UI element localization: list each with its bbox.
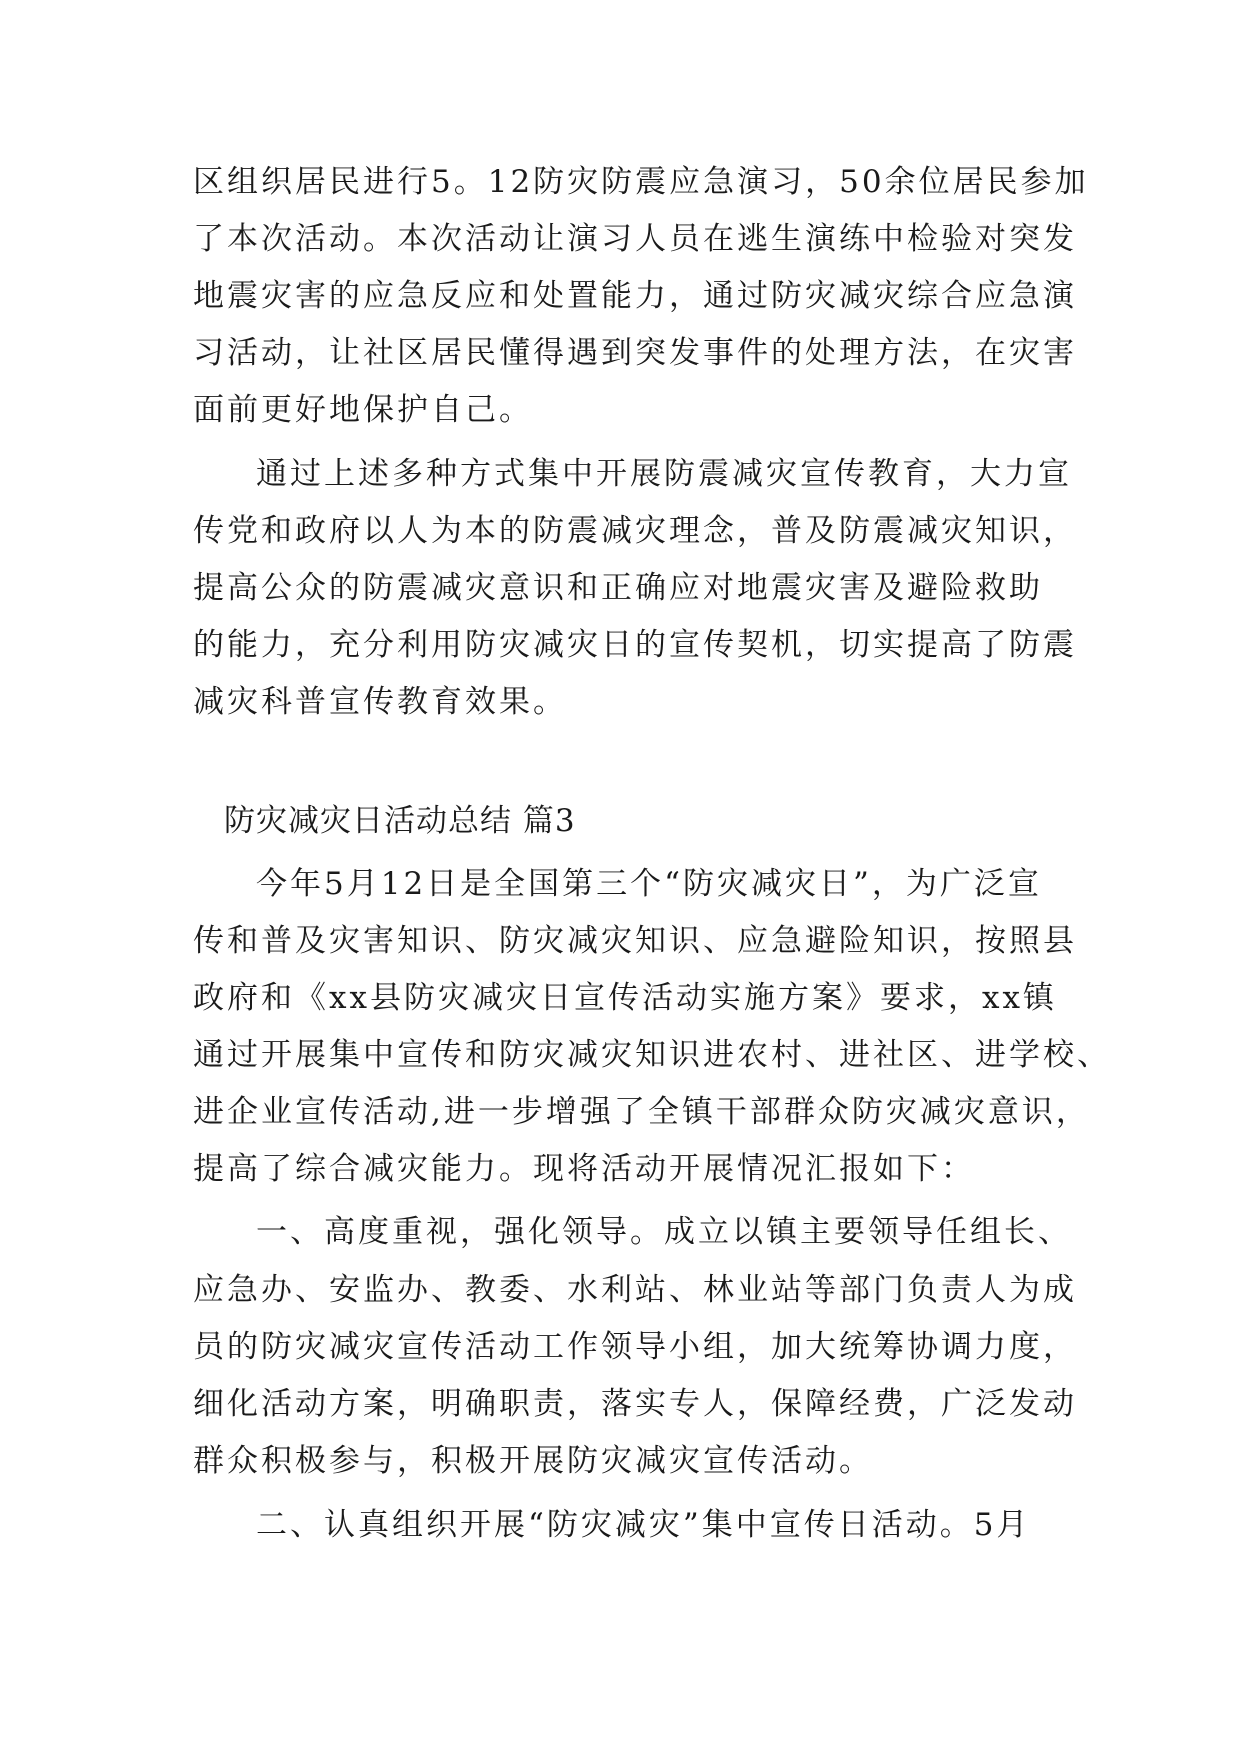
paragraph-line: 通过开展集中宣传和防灾减灾知识进农村、进社区、进学校、 [193,1037,1111,1073]
paragraph-line: 的能力，充分利用防灾减灾日的宣传契机，切实提高了防震 [193,627,1077,663]
paragraph-line: 今年5月12日是全国第三个“防灾减灾日”，为广泛宣 [256,866,1042,902]
paragraph-line: 传党和政府以人为本的防震减灾理念，普及防震减灾知识， [193,513,1077,549]
paragraph-line: 传和普及灾害知识、防灾减灾知识、应急避险知识，按照县 [193,923,1077,959]
paragraph-line: 群众积极参与，积极开展防灾减灾宣传活动。 [193,1443,873,1479]
paragraph-line: 提高公众的防震减灾意识和正确应对地震灾害及避险救助 [193,570,1043,606]
paragraph-line: 通过上述多种方式集中开展防震减灾宣传教育，大力宣 [256,456,1072,492]
paragraph-line: 提高了综合减灾能力。现将活动开展情况汇报如下： [193,1151,975,1187]
paragraph-line: 员的防灾减灾宣传活动工作领导小组，加大统筹协调力度， [193,1329,1077,1365]
paragraph-line: 面前更好地保护自己。 [193,392,533,428]
paragraph-line: 细化活动方案，明确职责，落实专人，保障经费，广泛发动 [193,1386,1077,1422]
paragraph-line: 地震灾害的应急反应和处置能力，通过防灾减灾综合应急演 [193,278,1077,314]
paragraph-line: 应急办、安监办、教委、水利站、林业站等部门负责人为成 [193,1272,1077,1308]
paragraph-line: 一、高度重视，强化领导。成立以镇主要领导任组长、 [256,1214,1072,1250]
paragraph-line: 二、认真组织开展“防灾减灾”集中宣传日活动。5月 [256,1507,1031,1543]
paragraph-line: 区组织居民进行5。12防灾防震应急演习，50余位居民参加 [193,164,1089,200]
paragraph-line: 进企业宣传活动,进一步增强了全镇干部群众防灾减灾意识， [193,1094,1090,1130]
paragraph-line: 习活动，让社区居民懂得遇到突发事件的处理方法，在灾害 [193,335,1077,371]
paragraph-line: 了本次活动。本次活动让演习人员在逃生演练中检验对突发 [193,221,1077,257]
paragraph-line: 减灾科普宣传教育效果。 [193,684,567,720]
section-heading: 防灾减灾日活动总结 篇3 [224,803,576,839]
paragraph-line: 政府和《xx县防灾减灾日宣传活动实施方案》要求，xx镇 [193,980,1057,1016]
